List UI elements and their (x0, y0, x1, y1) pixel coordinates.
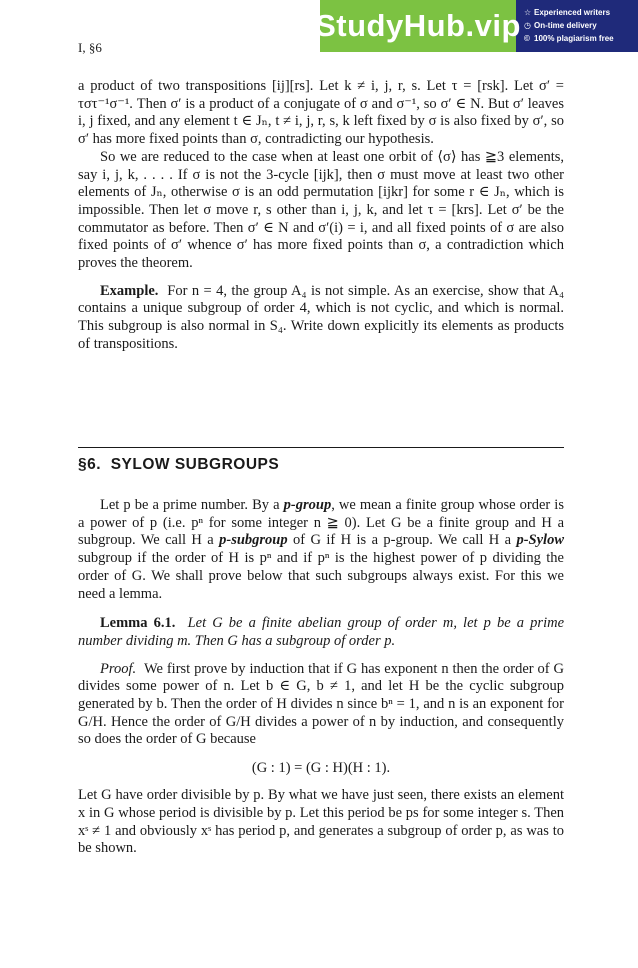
definition-text: subgroup if the order of H is pⁿ and if pⁿ is the highest power of p dividing the order of G. We shall prove below that such subgroups always exist. For this we need a lemma. (78, 550, 564, 602)
example-label: Example. (100, 282, 159, 299)
proof-paragraph (78, 661, 564, 750)
banner-feature (524, 32, 638, 45)
section-body (78, 497, 564, 858)
clock-icon: ◷ (524, 21, 531, 30)
top-text-block (78, 78, 564, 354)
studyhub-banner[interactable] (315, 0, 638, 52)
example-text: For n = 4, the group A₄ is not simple. As an exercise, show that A₄ contains a unique subgroup of order 4, which is not cyclic, and which is normal. This subgroup is also normal in S₄. Write down explicitly its elements as products of transpositions. (78, 282, 565, 352)
section-title: SYLOW SUBGROUPS (110, 456, 280, 473)
term-p-subgroup: p-subgroup (219, 532, 288, 549)
star-icon: ☆ (524, 8, 532, 17)
studyhub-logo[interactable]: StudyHub.vip (320, 0, 516, 52)
section-heading (78, 456, 279, 474)
definition-text: , we mean a finite group whose order is a power of p (i.e. pⁿ for some integer n ≧ 0). Let G be a finite group and H a subgroup. We call H a (78, 497, 564, 549)
banner-feature-label: 100% plagiarism free (534, 34, 614, 43)
display-equation: (G : 1) = (G : H)(H : 1). (251, 760, 391, 777)
copyright-icon: © (524, 34, 530, 43)
banner-feature (524, 19, 638, 32)
definition-paragraph (78, 497, 564, 603)
conclusion-paragraph: Let G have order divisible by p. By what we have just seen, there exists an element x in G whose period is divisible by p. Let this period be ps for some integer s. Then xˢ ≠ 1 and obviously xˢ has period p, and generates a subgroup of order p, as was to be shown. (78, 787, 564, 857)
lemma-statement: Let G be a finite abelian group of order m, let p be a prime number dividing m. Then G has a subgroup of order p. (78, 615, 564, 649)
term-p-group: p-group (283, 497, 332, 513)
running-head: I, §6 (78, 40, 102, 55)
proof-continuation-paragraph: a product of two transpositions [ij][rs]. Let k ≠ i, j, r, s. Let τ = [rsk]. Let σ′ = τστ⁻¹σ⁻¹. Then σ′ is a product of a conjugate of σ and σ⁻¹, so σ′ ∈ N. But σ′ leaves i, j fixed, and any element t ∈ Jₙ, t ≠ i, j, r, s, k left fixed by σ is also fixed by σ′, so σ′ has more fixed points than σ, contradicting our hypothesis. (78, 78, 564, 148)
banner-feature (524, 6, 638, 19)
definition-text: of G if H is a p-group. We call H a (287, 532, 517, 549)
section-number: §6. (78, 456, 102, 473)
definition-text: Let p be a prime number. By a (100, 497, 284, 513)
orbit-case-paragraph: So we are reduced to the case when at least one orbit of ⟨σ⟩ has ≧3 elements, say i, j, k, . . . . If σ is not the 3-cycle [ijk], then σ must move at least two other elements of Jₙ, otherwise σ is an odd permutation [ijkr] for some r ∈ Jₙ, which is impossible. Then let σ move r, s other than i, j, k, and let τ = [krs]. Let σ′ be the commutator as before. Then σ′ ∈ N and σ′(i) = i, and all fixed points of σ are also fixed points of σ′ whence σ′ has more fixed points than σ, a contradiction which proves the theorem. (78, 148, 564, 272)
proof-label: Proof. (100, 660, 137, 677)
term-p-sylow: p-Sylow (516, 532, 564, 549)
proof-text: We first prove by induction that if G has exponent n then the order of G divides some power of n. Let b ∈ G, b ≠ 1, and let H be the cyclic subgroup generated by b. Then the order of H divides n since bⁿ = 1, and n is an exponent for G/H. Hence the order of G/H divides a power of n by induction, and consequently so does the order of G because (78, 660, 564, 748)
banner-features (516, 0, 638, 52)
section-divider (78, 447, 564, 448)
example-paragraph (78, 283, 564, 354)
lemma-label: Lemma 6.1. (100, 615, 176, 632)
lemma-paragraph (78, 615, 564, 650)
banner-feature-label: Experienced writers (534, 8, 611, 17)
banner-feature-label: On-time delivery (534, 21, 597, 30)
